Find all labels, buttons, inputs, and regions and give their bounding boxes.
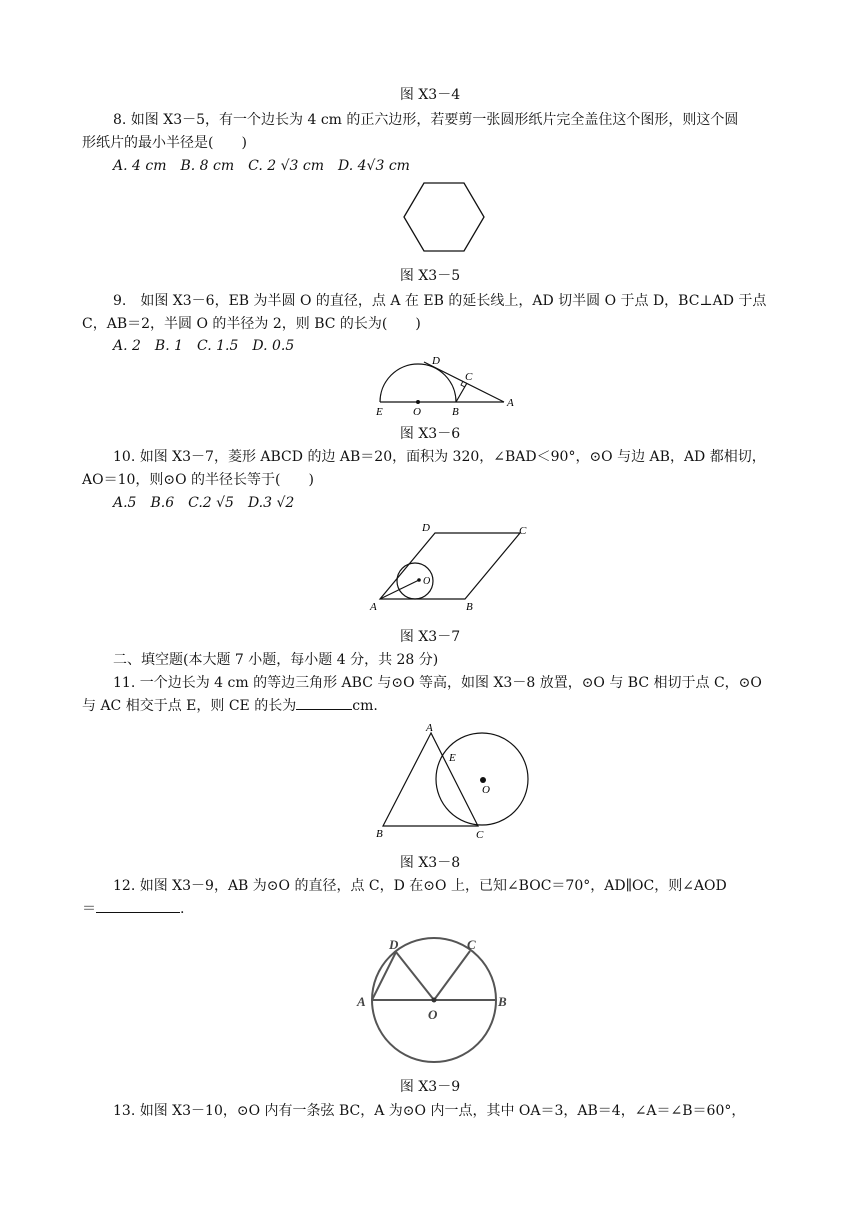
figure-caption-x3-5: 图 X3－5 <box>399 268 461 284</box>
figure-caption-x3-6: 图 X3－6 <box>399 426 461 442</box>
center-point-o <box>480 777 486 783</box>
question-11-line-2 <box>82 695 378 715</box>
label-a: A <box>426 722 433 734</box>
label-a: A <box>357 994 366 1009</box>
question-12-period: . <box>180 901 185 917</box>
question-10-line-1: 10. 如图 X3－7，菱形 ABCD 的边 AB＝20，面积为 320，∠BAD＜90°，⊙O 与边 AB，AD 都相切， <box>113 449 766 465</box>
question-9-line-1: 9. 如图 X3－6，EB 为半圆 O 的直径，点 A 在 EB 的延长线上，AD 切半圆 O 于点 D，BC⊥AD 于点 <box>113 293 767 309</box>
question-11-line-1: 11. 一个边长为 4 cm 的等边三角形 ABC 与⊙O 等高，如图 X3－8 放置，⊙O 与 BC 相切于点 C，⊙O <box>113 675 762 691</box>
label-b: B <box>498 994 507 1009</box>
answer-blank-11[interactable] <box>296 697 352 710</box>
question-11-unit: cm. <box>352 698 378 714</box>
semicircle-arc <box>380 364 456 402</box>
label-c: C <box>519 525 527 537</box>
center-point-o <box>432 998 437 1003</box>
question-10-line-2: AO＝10，则⊙O 的半径长等于( ) <box>82 472 314 488</box>
figure-caption-x3-7: 图 X3－7 <box>399 629 461 645</box>
answer-blank-12[interactable] <box>96 900 180 913</box>
label-o: O <box>482 784 490 796</box>
label-a: A <box>370 601 377 613</box>
figure-rhombus-circle <box>365 518 540 614</box>
label-b: B <box>466 601 473 613</box>
regular-hexagon <box>404 183 484 251</box>
segment-do <box>396 952 434 1000</box>
label-e: E <box>376 406 383 418</box>
tangent-line-ad <box>424 362 504 402</box>
label-e: E <box>449 752 456 764</box>
center-point-o <box>416 400 420 404</box>
label-o: O <box>428 1007 438 1022</box>
figure-semicircle-tangent <box>370 352 520 418</box>
label-d: D <box>422 522 430 534</box>
label-o: O <box>423 576 431 587</box>
figure-triangle-circle <box>370 720 535 842</box>
center-point-o <box>417 578 421 582</box>
figure-caption-x3-9: 图 X3－9 <box>399 1079 461 1095</box>
question-12-line-2 <box>82 898 184 918</box>
label-c: C <box>476 829 484 841</box>
segment-ao <box>380 580 419 599</box>
question-12-text: ＝ <box>82 901 96 917</box>
question-8-line-1: 8. 如图 X3－5，有一个边长为 4 cm 的正六边形，若要剪一张圆形纸片完全盖住这个图形，则这个圆 <box>113 112 739 128</box>
figure-caption-x3-8: 图 X3－8 <box>399 855 461 871</box>
label-o: O <box>413 406 421 418</box>
label-d: D <box>432 355 440 367</box>
question-12-line-1: 12. 如图 X3－9，AB 为⊙O 的直径，点 C，D 在⊙O 上，已知∠BOC＝70°，AD∥OC，则∠AOD <box>113 878 727 894</box>
label-d: D <box>389 937 399 952</box>
question-9-options: A. 2 B. 1 C. 1.5 D. 0.5 <box>113 338 295 354</box>
label-b: B <box>452 406 459 418</box>
question-10-options: A.5 B.6 C.2 √5 D.3 √2 <box>113 495 295 511</box>
question-8-line-2: 形纸片的最小半径是( ) <box>82 135 247 151</box>
figure-hexagon <box>400 180 490 254</box>
label-a: A <box>507 397 514 409</box>
label-c: C <box>467 937 476 952</box>
figure-caption-x3-4: 图 X3－4 <box>399 87 461 103</box>
question-9-line-2: C，AB＝2，半圆 O 的半径为 2，则 BC 的长为( ) <box>82 316 421 332</box>
question-13-line-1: 13. 如图 X3－10，⊙O 内有一条弦 BC，A 为⊙O 内一点，其中 OA＝3，AB＝4，∠A＝∠B＝60°， <box>113 1103 746 1119</box>
label-c: C <box>465 371 473 383</box>
segment-ad <box>372 952 396 1000</box>
figure-circle-diameter <box>352 930 518 1066</box>
question-8-options: A. 4 cm B. 8 cm C. 2 √3 cm D. 4√3 cm <box>113 158 410 174</box>
section-heading: 二、填空题(本大题 7 小题，每小题 4 分，共 28 分) <box>113 652 439 668</box>
question-11-text: 与 AC 相交于点 E，则 CE 的长为 <box>82 698 297 714</box>
segment-bc <box>456 383 467 402</box>
segment-oc <box>434 951 470 1000</box>
label-b: B <box>376 828 383 840</box>
triangle-abc <box>383 733 478 826</box>
